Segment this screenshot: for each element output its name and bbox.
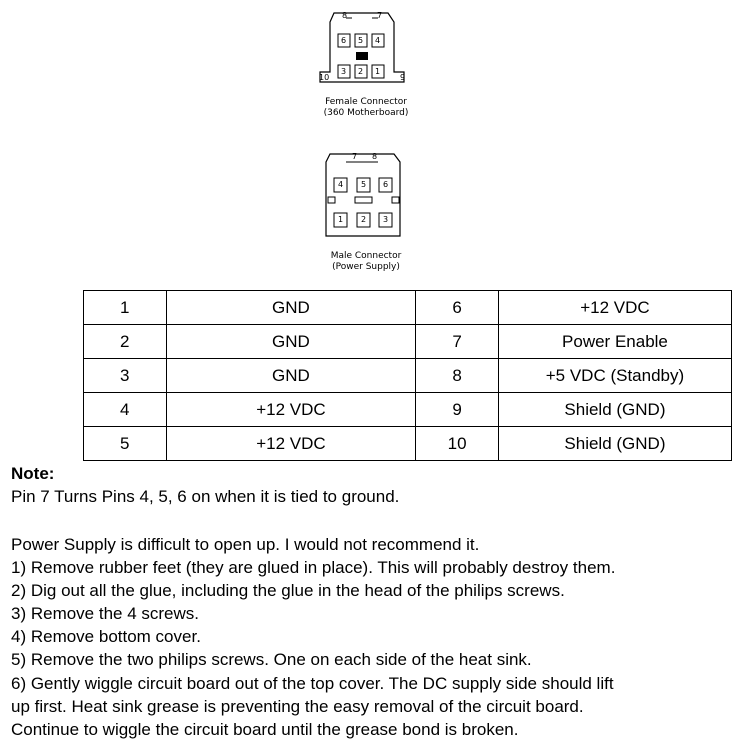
pin-number-cell: 2 [84, 325, 167, 359]
pin-number-cell: 7 [416, 325, 499, 359]
pin-signal-cell: +12 VDC [498, 291, 731, 325]
male-connector-drawing [322, 150, 404, 240]
male-pin-3: 3 [383, 215, 389, 224]
pin-signal-cell: Power Enable [498, 325, 731, 359]
female-pin-8: 8 [342, 11, 348, 20]
pin-signal-cell: GND [166, 359, 416, 393]
pin-number-cell: 8 [416, 359, 499, 393]
pin-number-cell: 9 [416, 393, 499, 427]
note-line: 4) Remove bottom cover. [11, 627, 201, 646]
female-pin-9: 9 [400, 73, 406, 82]
female-pin-7: 7 [377, 11, 383, 20]
note-heading: Note: [11, 464, 55, 483]
pin-number-cell: 10 [416, 427, 499, 461]
pinout-table [83, 290, 732, 461]
note-line: 5) Remove the two philips screws. One on each side of the heat sink. [11, 650, 532, 669]
male-pin-6: 6 [383, 180, 389, 189]
pin-signal-cell: GND [166, 325, 416, 359]
female-pin-3: 3 [341, 67, 347, 76]
female-connector-drawing [316, 10, 412, 88]
note-line: 3) Remove the 4 screws. [11, 604, 200, 623]
table-row [84, 291, 732, 325]
pin-signal-cell: Shield (GND) [498, 393, 731, 427]
male-connector-label [318, 251, 414, 273]
pin-signal-cell: +5 VDC (Standby) [498, 359, 731, 393]
pin-signal-cell: +12 VDC [166, 427, 416, 461]
note-line: 6) Gently wiggle circuit board out of the top cover. The DC supply side should lift [11, 674, 614, 693]
male-pin-1: 1 [338, 215, 344, 224]
male-pin-8: 8 [372, 152, 378, 161]
pin-number-cell: 4 [84, 393, 167, 427]
table-row [84, 325, 732, 359]
female-connector-subtitle: (360 Motherboard) [323, 108, 409, 118]
female-pin-1: 1 [375, 67, 381, 76]
pin-number-cell: 6 [416, 291, 499, 325]
male-connector-title: Male Connector [330, 251, 402, 261]
female-pin-5: 5 [358, 36, 364, 45]
female-pin-4: 4 [375, 36, 381, 45]
female-pin-6: 6 [341, 36, 347, 45]
male-connector-subtitle: (Power Supply) [332, 262, 400, 272]
male-pin-5: 5 [361, 180, 367, 189]
pin-signal-cell: Shield (GND) [498, 427, 731, 461]
pin-number-cell: 5 [84, 427, 167, 461]
note-line: Continue to wiggle the circuit board until the grease bond is broken. [11, 720, 519, 739]
pin-signal-cell: GND [166, 291, 416, 325]
pin-signal-cell: +12 VDC [166, 393, 416, 427]
note-line: up first. Heat sink grease is preventing the easy removal of the circuit board. [11, 697, 584, 716]
note-line: 2) Dig out all the glue, including the glue in the head of the philips screws. [11, 581, 565, 600]
male-pin-2: 2 [361, 215, 367, 224]
female-pin-10: 10 [319, 73, 330, 82]
male-pin-7: 7 [352, 152, 358, 161]
table-row [84, 393, 732, 427]
female-pin-2: 2 [358, 67, 364, 76]
male-pin-4: 4 [338, 180, 344, 189]
table-row [84, 359, 732, 393]
pin-number-cell: 3 [84, 359, 167, 393]
note-line: Pin 7 Turns Pins 4, 5, 6 on when it is tied to ground. [11, 487, 400, 506]
table-row [84, 427, 732, 461]
note-line: 1) Remove rubber feet (they are glued in place). This will probably destroy them. [11, 558, 616, 577]
female-connector-title: Female Connector [325, 97, 407, 107]
note-line: Power Supply is difficult to open up. I would not recommend it. [11, 535, 480, 554]
pin-number-cell: 1 [84, 291, 167, 325]
female-connector-label [318, 97, 414, 119]
